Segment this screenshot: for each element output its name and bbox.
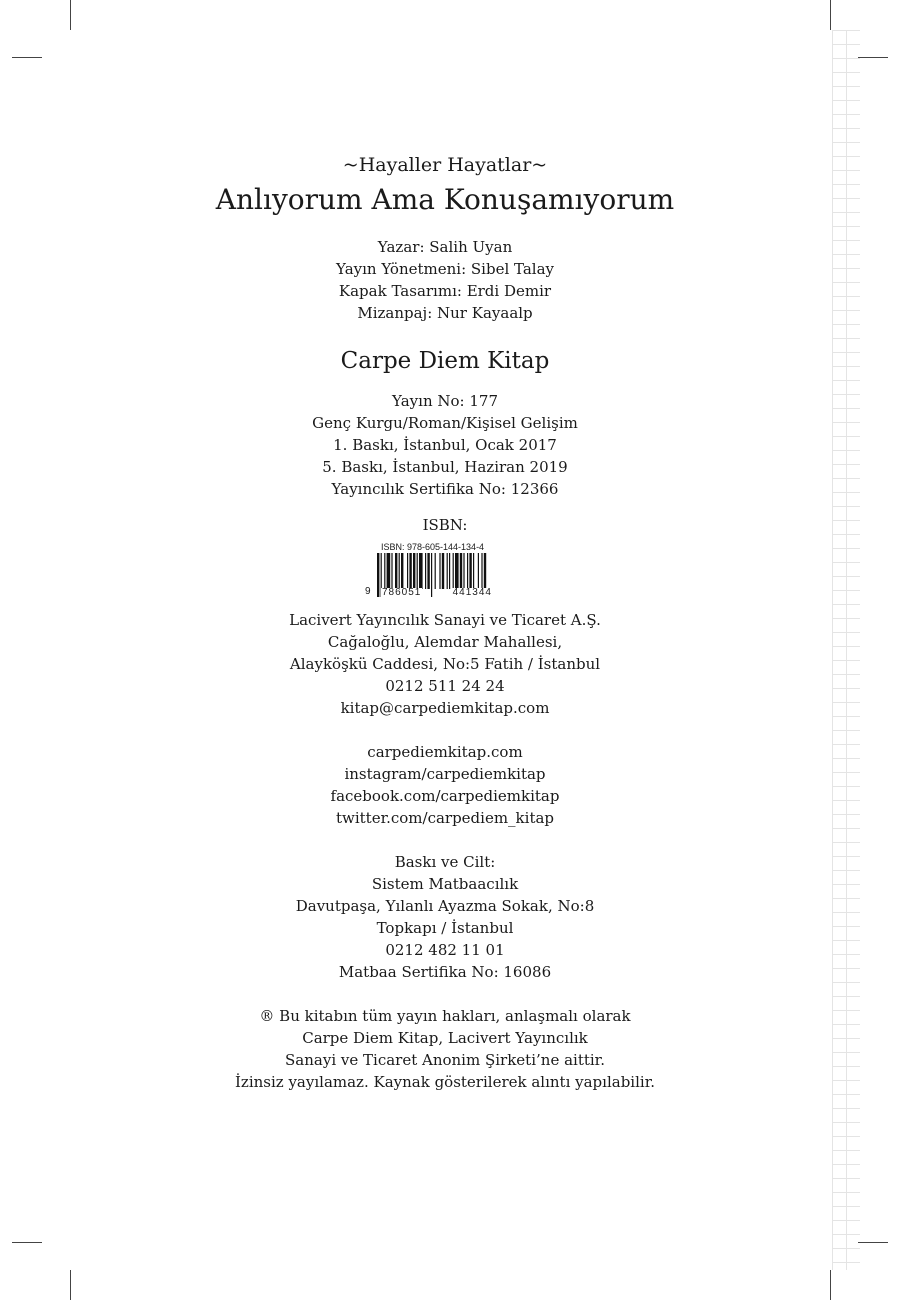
barcode-bar [447, 553, 448, 589]
barcode-bar [449, 553, 450, 589]
edition-line: Yayın No: 177 [392, 392, 498, 410]
crop-mark [830, 1270, 831, 1300]
book-title: Anlıyorum Ama Konuşamıyorum [215, 183, 675, 216]
barcode-bar [460, 553, 462, 589]
barcode-bar [427, 553, 429, 589]
credit-line: Mizanpaj: Nur Kayaalp [357, 304, 533, 322]
crop-mark [858, 1242, 888, 1243]
web-link: instagram/carpediemkitap [344, 765, 546, 783]
margin-grid [832, 30, 860, 1270]
publisher-name: Carpe Diem Kitap [340, 348, 550, 374]
barcode-bar [467, 553, 468, 589]
printer-line: Davutpaşa, Yılanlı Ayazma Sokak, No:8 [295, 897, 595, 915]
company-line: Cağaloğlu, Alemdar Mahallesi, [327, 633, 563, 651]
barcode-bar [453, 553, 454, 589]
barcode-bar [463, 553, 464, 589]
barcode-lead-digit: 9 [365, 586, 371, 597]
crop-mark [12, 1242, 42, 1243]
barcode-bar [473, 553, 474, 589]
crop-mark [70, 1270, 71, 1300]
printer-line: Sistem Matbaacılık [371, 875, 519, 893]
barcode-bar [395, 553, 397, 589]
barcode-bar [391, 553, 392, 589]
barcode-bar [442, 553, 444, 589]
barcode-bar [387, 553, 391, 589]
crop-mark [858, 57, 888, 58]
isbn-label: ISBN: [422, 516, 468, 534]
edition-line: Genç Kurgu/Roman/Kişisel Gelişim [312, 414, 578, 432]
barcode-bar [481, 553, 482, 589]
barcode-bar [401, 553, 403, 589]
printer-line: Matbaa Sertifika No: 16086 [338, 963, 552, 981]
printer-line: Baskı ve Cilt: [394, 853, 496, 871]
barcode-bar [469, 553, 471, 589]
barcode-bar [413, 553, 415, 589]
web-link: facebook.com/carpediemkitap [330, 787, 560, 805]
edition-line: Yayıncılık Sertifika No: 12366 [331, 480, 559, 498]
barcode-bar [478, 553, 479, 589]
barcode-bar [439, 553, 440, 589]
series-name: ~Hayaller Hayatlar~ [342, 154, 548, 176]
barcode-bar [409, 553, 411, 589]
copyright-page [200, 150, 690, 1093]
edition-line: 1. Baskı, İstanbul, Ocak 2017 [333, 436, 557, 454]
printer-line: 0212 482 11 01 [385, 941, 505, 959]
copyright-line: Carpe Diem Kitap, Lacivert Yayıncılık [302, 1029, 588, 1047]
barcode-bar [419, 553, 423, 589]
barcode-bar [384, 553, 385, 589]
printer-block [200, 851, 690, 983]
crop-mark [830, 0, 831, 30]
printer-line: Topkapı / İstanbul [376, 919, 514, 937]
barcode-digits-right: 441344 [452, 587, 492, 598]
copyright-line: İzinsiz yayılamaz. Kaynak gösterilerek alıntı yapılabilir. [235, 1073, 655, 1091]
barcode-caption: ISBN: 978-605-144-134-4 [381, 542, 485, 552]
edition-line: 5. Baskı, İstanbul, Haziran 2019 [322, 458, 568, 476]
web-block [200, 741, 690, 829]
web-link: twitter.com/carpediem_kitap [335, 809, 555, 827]
company-line: Alayköşkü Caddesi, No:5 Fatih / İstanbul [289, 655, 601, 673]
company-block [200, 609, 690, 719]
barcode-bar [399, 553, 400, 589]
web-link: carpediemkitap.com [367, 743, 523, 761]
credit-line: Yayın Yönetmeni: Sibel Talay [335, 260, 555, 278]
barcode-digits-left: 786051 [382, 587, 422, 598]
barcode-bar [435, 553, 436, 589]
credit-line: Yazar: Salih Uyan [377, 238, 513, 256]
crop-mark [12, 57, 42, 58]
credits-block [200, 236, 690, 324]
edition-block [200, 390, 690, 500]
company-email: kitap@carpediemkitap.com [340, 699, 550, 717]
company-line: Lacivert Yayıncılık Sanayi ve Ticaret A.Ş. [289, 611, 601, 629]
barcode-bar [407, 553, 408, 589]
copyright-line: Sanayi ve Ticaret Anonim Şirketi’ne aittir. [285, 1051, 605, 1069]
barcode-bar [425, 553, 426, 589]
barcode-bar [455, 553, 459, 589]
barcode-bar [417, 553, 418, 589]
crop-mark [70, 0, 71, 30]
credit-line: Kapak Tasarımı: Erdi Demir [338, 282, 552, 300]
copyright-notice [200, 1005, 690, 1093]
isbn-barcode [365, 542, 525, 597]
company-phone: 0212 511 24 24 [385, 677, 505, 695]
copyright-line: ® Bu kitabın tüm yayın hakları, anlaşmalı olarak [259, 1007, 631, 1025]
